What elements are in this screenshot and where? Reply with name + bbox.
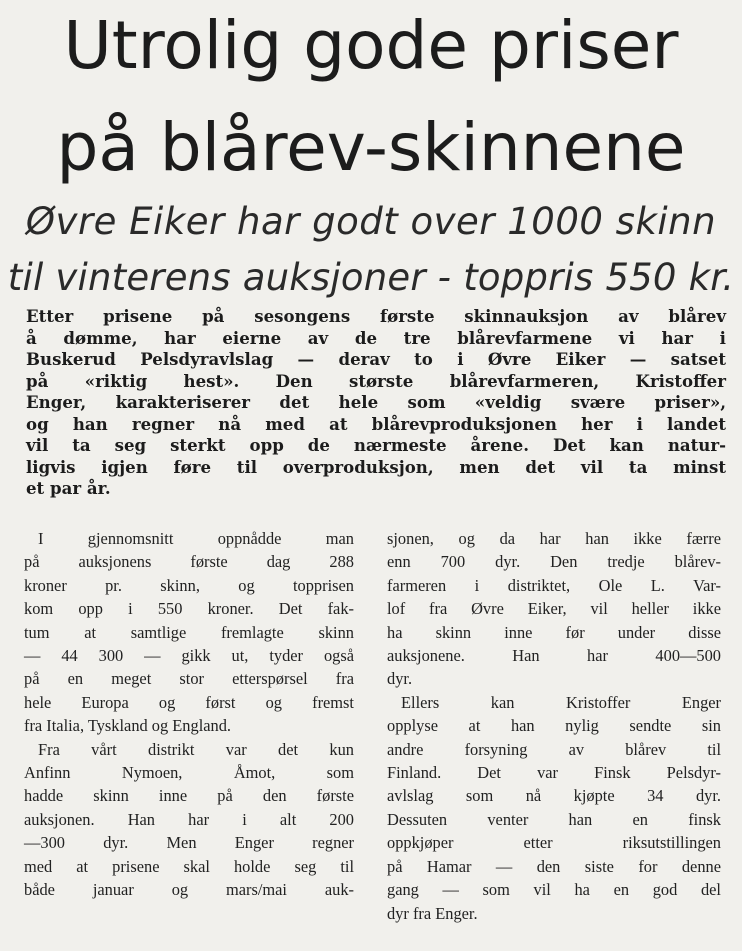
lead-line: ligvis igjen føre til overproduksjon, men det vil ta minst xyxy=(26,456,726,477)
headline-line-1: Utrolig gode priser xyxy=(63,7,679,84)
column-line: Fra vårt distrikt var det kun xyxy=(38,739,354,759)
lead-line: Buskerud Pelsdyravlslag — derav to i Øvre Eiker — satset xyxy=(26,349,726,369)
column-line: Ellers kan Kristoffer Enger xyxy=(401,692,721,712)
column-line: lof fra Øvre Eiker, vil heller ikke xyxy=(387,599,721,619)
column-line: ha skinn inne før under disse xyxy=(387,622,721,642)
column-line: kroner pr. skinn, og topprisen xyxy=(24,575,354,595)
lead-line: å dømme, har eierne av de tre blårevfarmene vi har i xyxy=(26,327,726,348)
column-line: med at prisene skal holde seg til xyxy=(24,856,354,876)
column-line: dyr fra Enger. xyxy=(387,903,478,923)
column-line: oppkjøper etter riksutstillingen xyxy=(387,833,721,853)
column-line: hadde skinn inne på den første xyxy=(24,786,354,806)
column-line: på auksjonens første dag 288 xyxy=(24,552,354,572)
article-column-right xyxy=(387,527,721,925)
column-line: andre forsyning av blårev til xyxy=(387,739,721,759)
subheadline-line-1: Øvre Eiker har godt over 1000 skinn xyxy=(25,200,717,243)
column-line: tum at samtlige fremlagte skinn xyxy=(24,622,354,642)
column-line: på Hamar — den siste for denne xyxy=(387,856,721,876)
column-line: enn 700 dyr. Den tredje blårev- xyxy=(387,552,721,572)
article-column-left xyxy=(24,527,354,902)
lead-paragraph xyxy=(26,306,726,500)
lead-line: Enger, karakteriserer det hele som «veldig svære priser», xyxy=(26,392,726,412)
column-line: farmeren i distriktet, Ole L. Var- xyxy=(387,575,721,595)
lead-line: Etter prisene på sesongens første skinnauksjon av blårev xyxy=(26,306,726,326)
column-line: opplyse at han nylig sendte sin xyxy=(387,716,721,736)
column-line: på en meget stor etterspørsel fra xyxy=(24,669,354,689)
column-line: kom opp i 550 kroner. Det fak- xyxy=(24,599,354,619)
column-line: Anfinn Nymoen, Åmot, som xyxy=(24,763,354,783)
column-line: —300 dyr. Men Enger regner xyxy=(24,833,354,853)
column-line: I gjennomsnitt oppnådde man xyxy=(38,529,354,548)
column-line: både januar og mars/mai auk- xyxy=(24,880,354,900)
column-line: auksjonen. Han har i alt 200 xyxy=(24,809,354,829)
column-line: — 44 300 — gikk ut, tyder også xyxy=(24,646,354,666)
column-line: dyr. xyxy=(387,669,413,689)
column-line: Finland. Det var Finsk Pelsdyr- xyxy=(387,763,721,783)
column-line: auksjonene. Han har 400—500 xyxy=(387,646,721,666)
column-line: avlslag som nå kjøpte 34 dyr. xyxy=(387,786,721,806)
headline-line-2: på blårev-skinnene xyxy=(56,109,686,186)
column-line: hele Europa og først og fremst xyxy=(24,692,354,712)
column-line: Dessuten venter han en finsk xyxy=(387,809,721,829)
column-line: gang — som vil ha en god del xyxy=(387,880,721,900)
column-line: fra Italia, Tyskland og England. xyxy=(24,716,232,736)
column-line: sjonen, og da har han ikke færre xyxy=(387,529,721,548)
lead-line: og han regner nå med at blårevproduksjonen her i landet xyxy=(26,413,726,434)
lead-line: et par år. xyxy=(26,478,111,498)
subheadline-line-2: til vinterens auksjoner - toppris 550 kr. xyxy=(7,256,735,299)
lead-line: på «riktig hest». Den største blårevfarmeren, Kristoffer xyxy=(26,370,726,391)
lead-line: vil ta seg sterkt opp de nærmeste årene. Det kan natur- xyxy=(26,435,726,455)
